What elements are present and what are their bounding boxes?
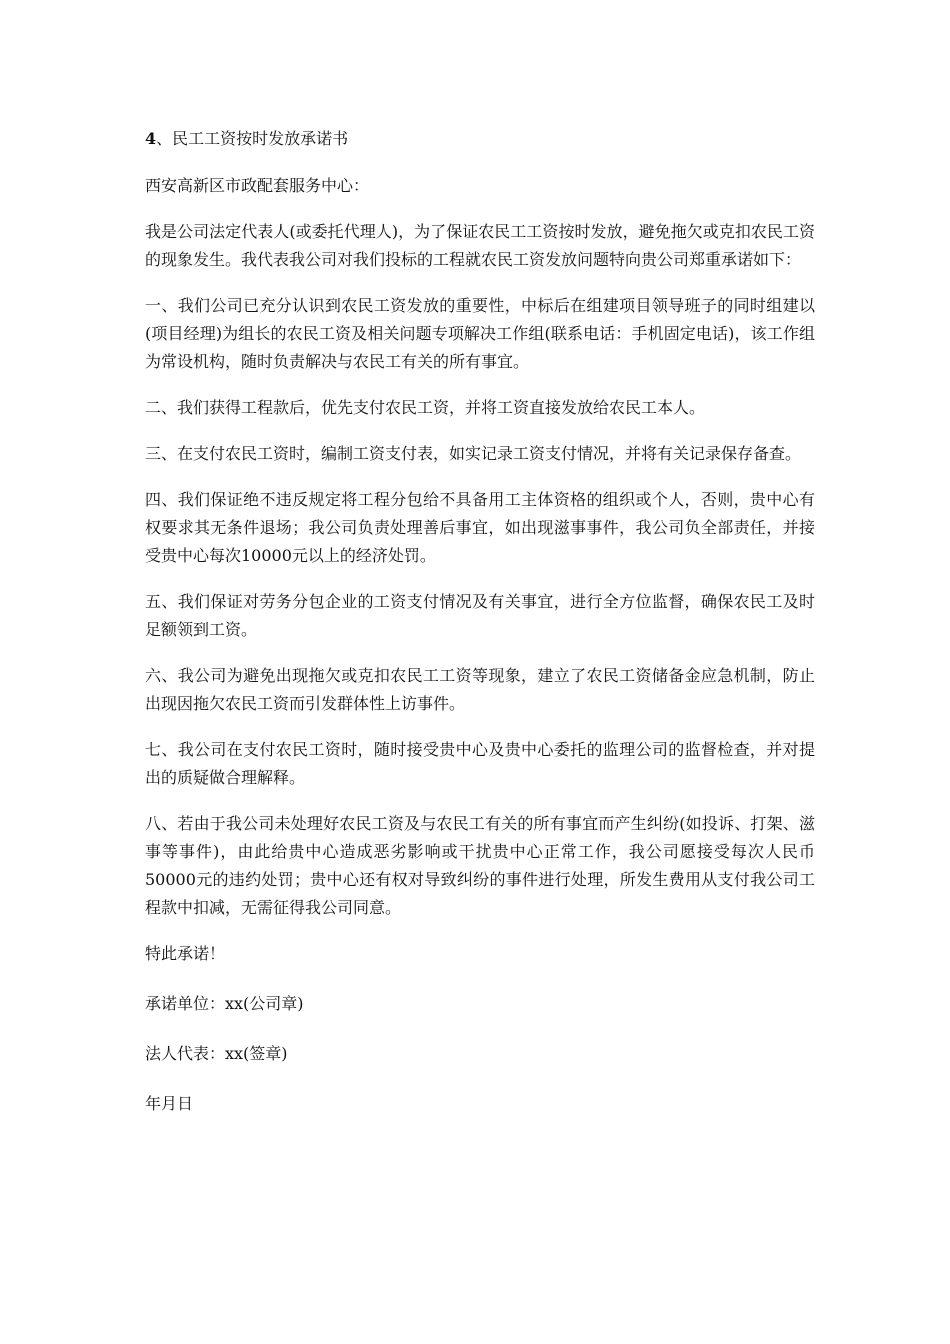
- promise-item-6: 六、我公司为避免出现拖欠或克扣农民工工资等现象，建立了农民工资储备金应急机制，防止出现因拖欠农民工资而引发群体性上访事件。: [145, 666, 815, 713]
- promise-item-8: 八、若由于我公司未处理好农民工资及与农民工有关的所有事宜而产生纠纷(如投诉、打架、滋事等事件)，由此给贵中心造成恶劣影响或干扰贵中心正常工作，我公司愿接受每次人民币50000元的违约处罚；贵中心还有权对导致纠纷的事件进行处理，所发生费用从支付我公司工程款中扣减，无需征得我公司同意。: [145, 814, 815, 917]
- document-body: [145, 126, 815, 1140]
- title-number: 4: [145, 129, 157, 148]
- signature-date: 年月日: [145, 1094, 194, 1113]
- promise-item-3: 三、在支付农民工资时，编制工资支付表，如实记录工资支付情况，并将有关记录保存备查。: [145, 444, 802, 463]
- promise-item-7: 七、我公司在支付农民工资时，随时接受贵中心及贵中心委托的监理公司的监督检查，并对提出的质疑做合理解释。: [145, 740, 815, 787]
- promising-unit: 承诺单位：xx(公司章): [145, 994, 304, 1013]
- intro-paragraph: 我是公司法定代表人(或委托代理人)，为了保证农民工工资按时发放，避免拖欠或克扣农民工资的现象发生。我代表我公司对我们投标的工程就农民工资发放问题特向贵公司郑重承诺如下：: [145, 222, 815, 269]
- document-title: [145, 126, 815, 152]
- title-text: 、民工工资按时发放承诺书: [156, 129, 349, 148]
- addressee: 西安高新区市政配套服务中心：: [145, 176, 370, 195]
- promise-item-4: 四、我们保证绝不违反规定将工程分包给不具备用工主体资格的组织或个人，否则，贵中心有权要求其无条件退场；我公司负责处理善后事宜，如出现滋事事件，我公司负全部责任，并接受贵中心每次10000元以上的经济处罚。: [145, 490, 815, 565]
- promise-item-1: 一、我们公司已充分认识到农民工资发放的重要性，中标后在组建项目领导班子的同时组建以(项目经理)为组长的农民工资及相关问题专项解决工作组(联系电话：手机固定电话)，该工作组为常设机构，随时负责解决与农民工有关的所有事宜。: [145, 296, 815, 371]
- closing-statement: 特此承诺！: [145, 944, 226, 963]
- promise-item-2: 二、我们获得工程款后，优先支付农民工资，并将工资直接发放给农民工本人。: [145, 398, 706, 417]
- promise-item-5: 五、我们保证对劳务分包企业的工资支付情况及有关事宜，进行全方位监督，确保农民工及时足额领到工资。: [145, 592, 815, 639]
- legal-representative: 法人代表：xx(签章): [145, 1044, 288, 1063]
